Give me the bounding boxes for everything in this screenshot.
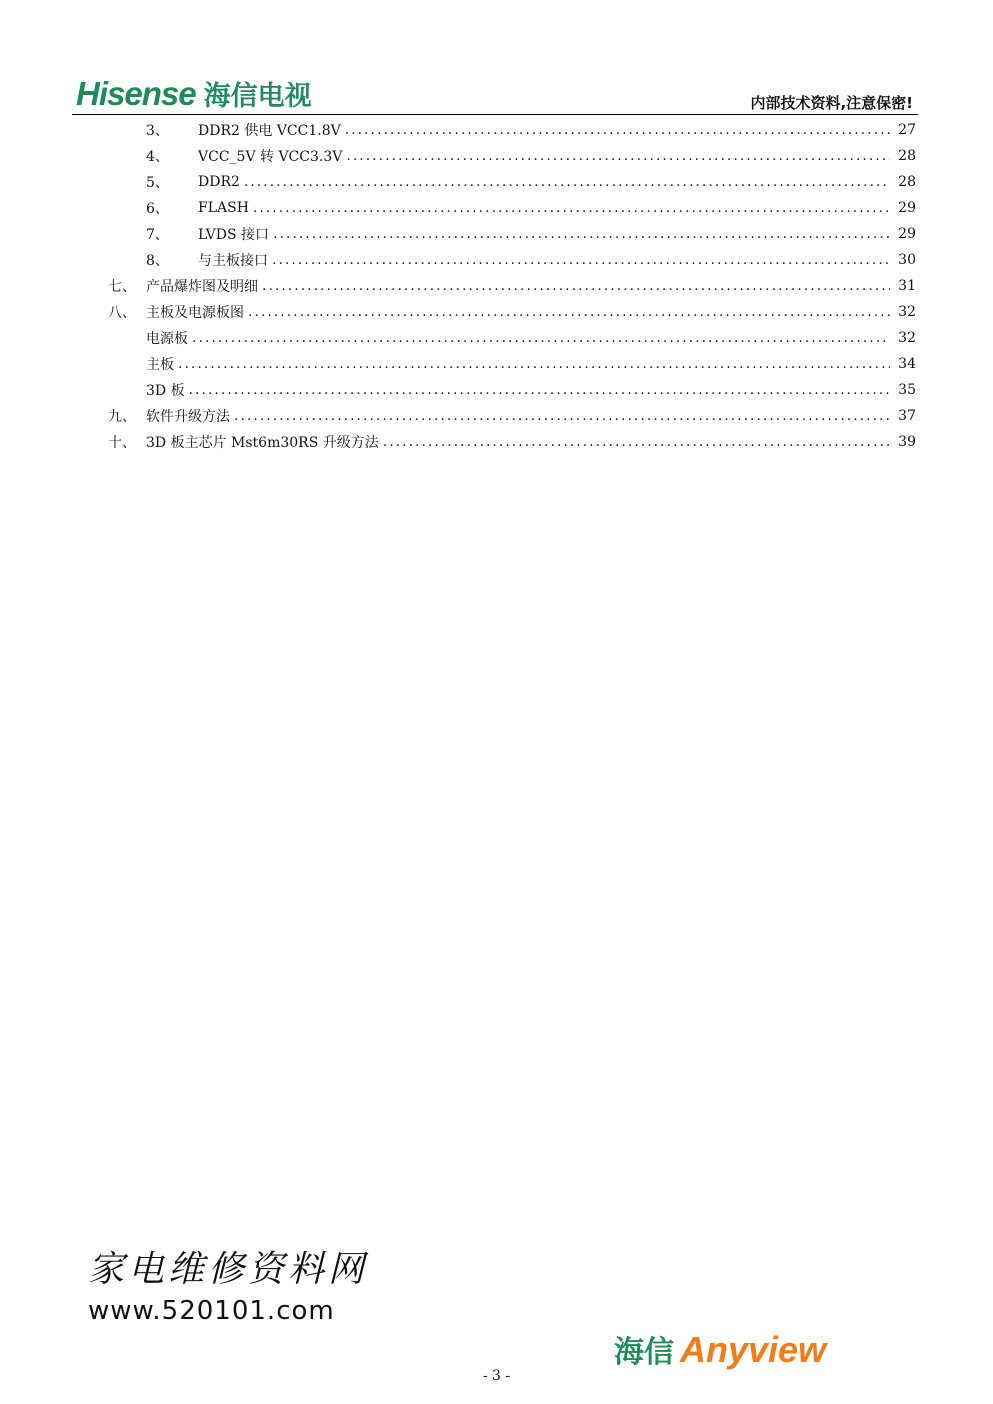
toc-entry-number: 3、: [146, 123, 169, 139]
toc-entry-title: DDR2: [198, 174, 240, 190]
toc-entry-page: 28: [898, 174, 916, 190]
toc-entry[interactable]: [108, 429, 916, 455]
toc-entry-page: 29: [898, 200, 916, 216]
toc-entry[interactable]: [108, 143, 916, 169]
toc-entry-number: 5、: [146, 175, 169, 191]
toc-entry[interactable]: [108, 195, 916, 221]
toc-entry-page: 29: [898, 226, 916, 242]
toc-entry[interactable]: [108, 351, 916, 377]
toc-entry[interactable]: [108, 273, 916, 299]
toc-entry-title: DDR2 供电 VCC1.8V: [198, 123, 341, 139]
toc-entry-number: 8、: [146, 253, 169, 269]
toc-entry-number: 4、: [146, 149, 169, 165]
toc-entry-page: 27: [898, 122, 916, 138]
toc-entry-number: 7、: [146, 227, 169, 243]
toc-entry[interactable]: [108, 117, 916, 143]
toc-entry-page: 34: [898, 356, 916, 372]
toc-entry-title: 主板及电源板图: [146, 305, 244, 321]
hisense-logo-text: Hisense: [76, 75, 196, 112]
hisense-tv-cn-text: 海信电视: [203, 81, 312, 112]
page-number: - 3 -: [482, 1368, 511, 1384]
toc-entry[interactable]: [108, 169, 916, 195]
toc-entry-page: 31: [898, 278, 916, 294]
toc-entry-page: 39: [898, 434, 916, 450]
toc-dot-leader: [234, 408, 890, 424]
toc-entry-page: 32: [898, 304, 916, 320]
toc-entry-title: LVDS 接口: [198, 227, 270, 243]
toc-dot-leader: [248, 304, 890, 320]
toc-dot-leader: [189, 382, 890, 398]
confidential-note: 内部技术资料,注意保密!: [750, 94, 913, 112]
toc-entry[interactable]: [108, 299, 916, 325]
toc-entry-title: 与主板接口: [198, 253, 268, 269]
toc-entry-number: 八、: [108, 305, 136, 321]
anyview-logo: [614, 1329, 827, 1370]
toc-dot-leader: [262, 278, 890, 294]
toc-dot-leader: [178, 356, 890, 372]
toc-entry-number: 七、: [108, 279, 136, 295]
toc-entry-title: 主板: [146, 357, 174, 373]
watermark: [88, 1250, 368, 1326]
toc-entry[interactable]: [108, 325, 916, 351]
toc-dot-leader: [345, 122, 890, 138]
toc-entry-title: 软件升级方法: [146, 409, 230, 425]
header-divider: [72, 114, 918, 115]
header-logo: [76, 70, 312, 110]
toc-dot-leader: [272, 252, 890, 268]
toc-entry-title: 3D 板: [146, 383, 185, 399]
toc-entry-title: VCC_5V 转 VCC3.3V: [198, 149, 343, 165]
toc-entry-number: 6、: [146, 201, 169, 217]
toc-dot-leader: [244, 174, 890, 190]
toc-dot-leader: [346, 148, 890, 164]
toc-dot-leader: [253, 200, 890, 216]
toc-entry[interactable]: [108, 221, 916, 247]
toc-entry-title: 产品爆炸图及明细: [146, 279, 258, 295]
watermark-site-name: 家电维修资料网: [88, 1249, 369, 1290]
toc-dot-leader: [383, 434, 890, 450]
toc-entry-title: FLASH: [198, 200, 249, 216]
toc-dot-leader: [273, 226, 890, 242]
toc-entry[interactable]: [108, 247, 916, 273]
toc-entry[interactable]: [108, 403, 916, 429]
anyview-logo-en: Anyview: [680, 1329, 827, 1370]
toc-entry-page: 35: [898, 382, 916, 398]
toc-entry[interactable]: [108, 377, 916, 403]
toc-entry-page: 32: [898, 330, 916, 346]
toc-entry-page: 30: [898, 252, 916, 268]
toc-entry-title: 电源板: [146, 331, 188, 347]
toc-entry-number: 九、: [108, 409, 136, 425]
toc-entry-page: 37: [898, 408, 916, 424]
toc-entry-title: 3D 板主芯片 Mst6m30RS 升级方法: [146, 435, 379, 451]
anyview-logo-cn: 海信: [614, 1335, 674, 1370]
toc-dot-leader: [192, 330, 890, 346]
table-of-contents: [108, 117, 916, 455]
toc-entry-page: 28: [898, 148, 916, 164]
watermark-url: www.520101.com: [88, 1295, 335, 1326]
toc-entry-number: 十、: [108, 435, 136, 451]
